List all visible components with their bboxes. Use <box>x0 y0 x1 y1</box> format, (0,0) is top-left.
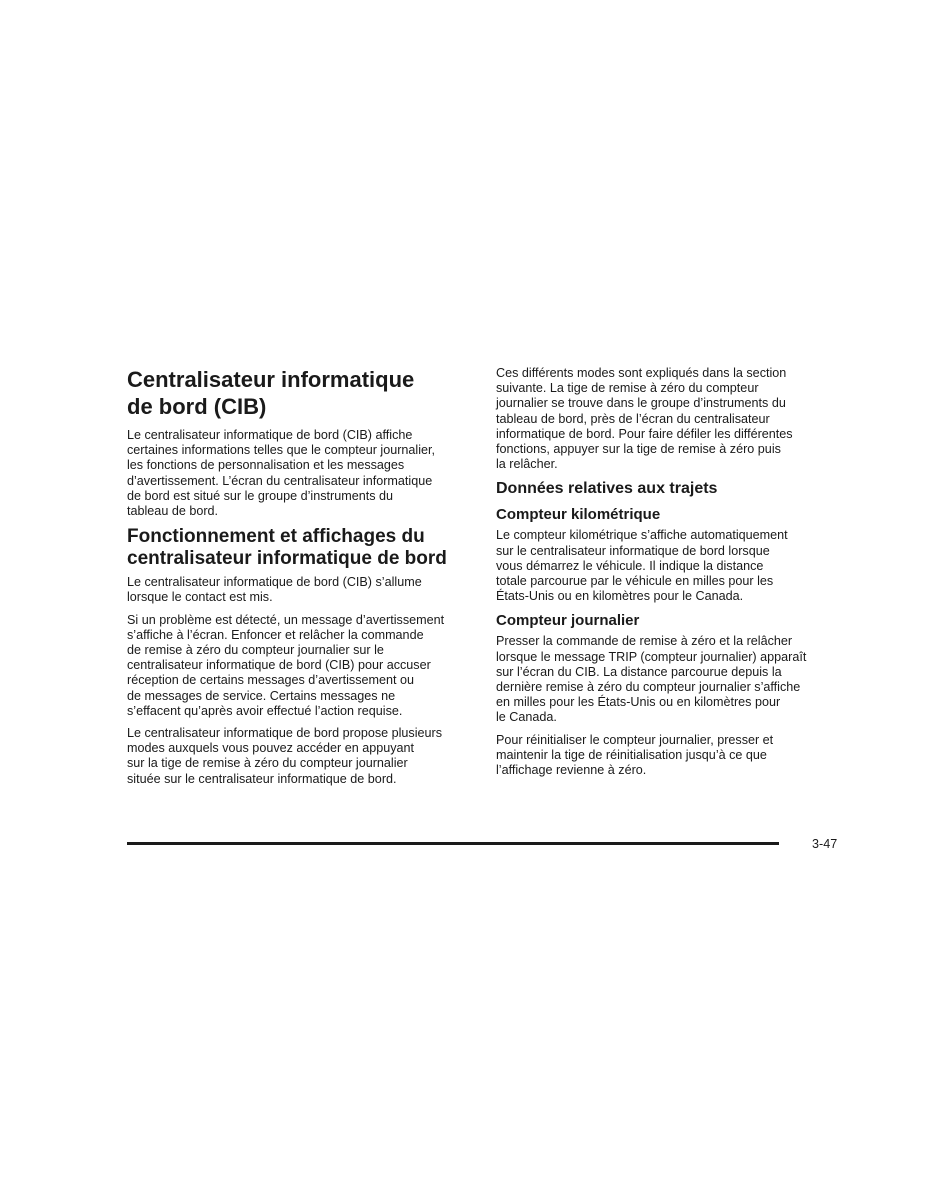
subheading-trip-odometer: Compteur journalier <box>496 612 640 630</box>
modes-paragraph: Ces différents modes sont expliqués dans la section suivante. La tige de remise à zéro du compteur journalier se trouve dans le groupe d’instruments du tableau de bord, près de l’écran du centralisateur informatique de bord. Pour faire défiler les différentes fonctions, appuyer sur la tige de remise à zéro puis la relâcher. <box>496 366 793 472</box>
right-column <box>496 366 846 785</box>
odometer-paragraph: Le compteur kilométrique s’affiche automatiquement sur le centralisateur informatique de bord lorsque vous démarrez le véhicule. Il indique la distance totale parcourue par le véhicule en milles pour les États-Unis ou en kilomètres pour le Canada. <box>496 528 788 604</box>
subheading-odometer: Compteur kilométrique <box>496 506 661 524</box>
section-heading-operation: Fonctionnement et affichages du centralisateur informatique de bord <box>127 526 447 570</box>
trip-paragraph-1: Presser la commande de remise à zéro et la relâcher lorsque le message TRIP (compteur journalier) apparaît sur l’écran du CIB. La distance parcourue depuis la dernière remise à zéro du compteur journalier s’affiche en milles pour les États-Unis ou en kilomètres pour le Canada. <box>496 634 807 725</box>
operation-paragraph-3: Le centralisateur informatique de bord propose plusieurs modes auxquels vous pouvez accéder en appuyant sur la tige de remise à zéro du compteur journalier située sur le centralisateur informatique de bord. <box>127 726 443 786</box>
page-number: 3-47 <box>812 837 838 851</box>
page-title: Centralisateur informatique de bord (CIB) <box>127 367 415 419</box>
footer-rule <box>127 842 779 845</box>
operation-paragraph-2: Si un problème est détecté, un message d’avertissement s’affiche à l’écran. Enfoncer et relâcher la commande de remise à zéro du compteur journalier sur le centralisateur informatique de bord (CIB) pour accuser réception de certains messages d’avertissement ou de messages de service. Certains messages ne s’effacent qu’après avoir effectué l’action requise. <box>127 612 445 718</box>
operation-paragraph-1: Le centralisateur informatique de bord (CIB) s’allume lorsque le contact est mis. <box>127 575 422 605</box>
trip-paragraph-2: Pour réinitialiser le compteur journalier, presser et maintenir la tige de réinitialisation jusqu’à ce que l’affichage revienne à zéro. <box>496 732 774 778</box>
section-heading-trip-data: Données relatives aux trajets <box>496 480 718 498</box>
left-column <box>127 366 477 794</box>
intro-paragraph: Le centralisateur informatique de bord (CIB) affiche certaines informations telles que le compteur journalier, les fonctions de personnalisation et les messages d’avertissement. L’écran du centralisateur informatique de bord est situé sur le groupe d’instruments du tableau de bord. <box>127 428 436 519</box>
